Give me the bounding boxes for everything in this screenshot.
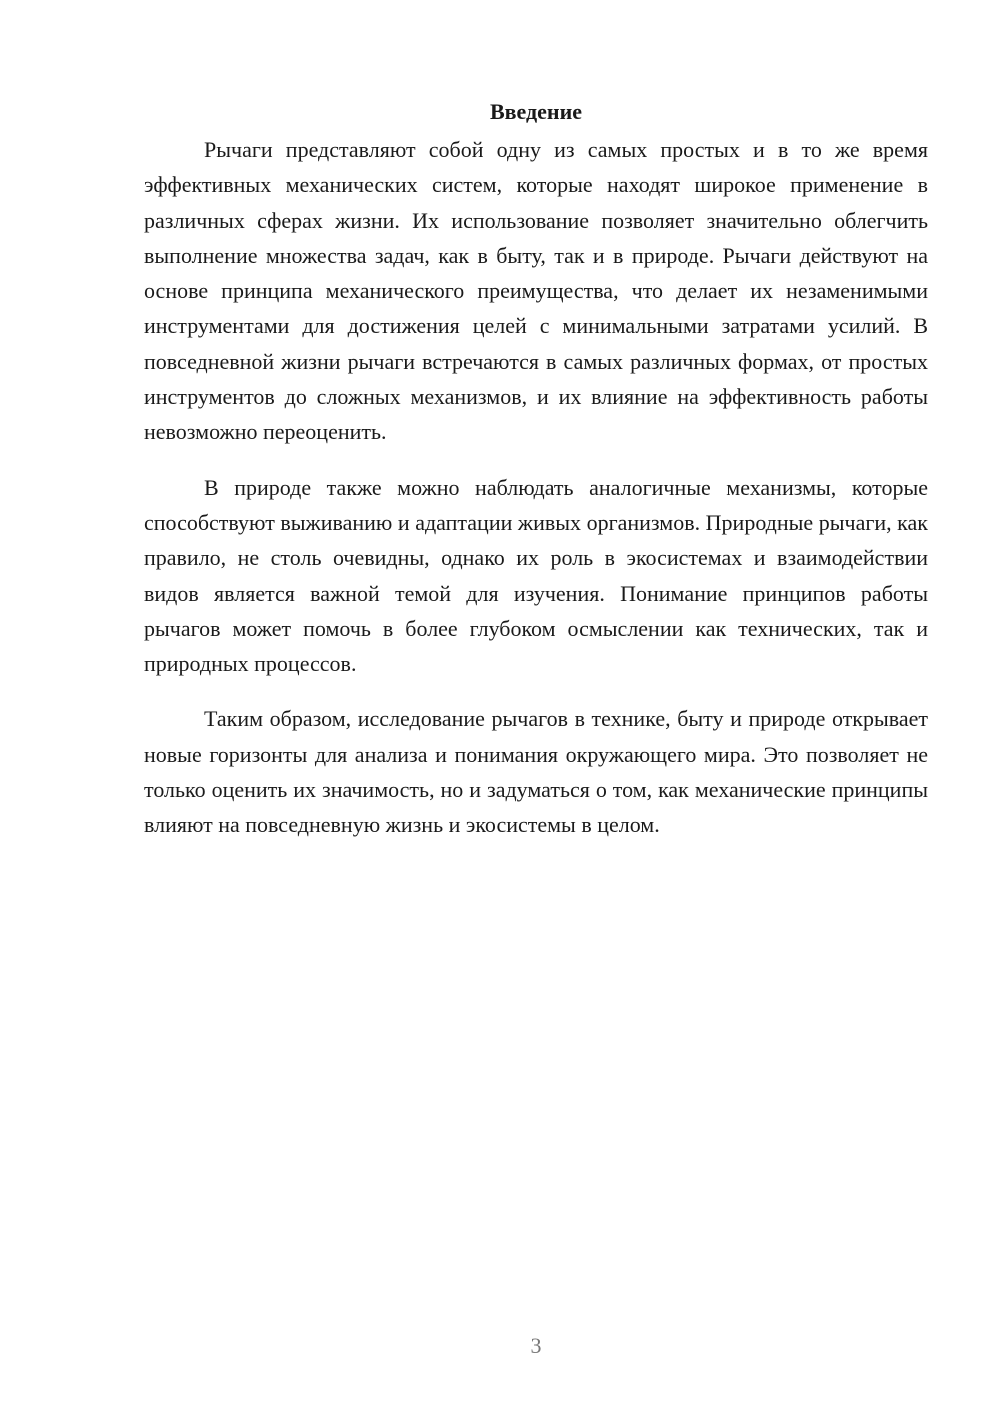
paragraph-1: Рычаги представляют собой одну из самых простых и в то же время эффективных механических систем, которые находят широкое применение в различных сферах жизни. Их использование позволяет значительно облегчить выполнение множества задач, как в быту, так и в природе. Рычаги действуют на основе принципа механического преимущества, что делает их незаменимыми инструментами для достижения целей с минимальными затратами усилий. В повседневной жизни рычаги встречаются в самых различных формах, от простых инструментов до сложных механизмов, и их влияние на эффективность работы невозможно переоценить. bbox=[144, 137, 928, 445]
page-content bbox=[144, 96, 928, 863]
page-number: 3 bbox=[530, 1333, 542, 1358]
section-title: Введение bbox=[489, 99, 583, 124]
paragraph-2: В природе также можно наблюдать аналогичные механизмы, которые способствуют выживанию и адаптации живых организмов. Природные рычаги, как правило, не столь очевидны, однако их роль в экосистемах и взаимодействии видов является важной темой для изучения. Понимание принципов работы рычагов может помочь в более глубоком осмыслении как технических, так и природных процессов. bbox=[144, 474, 928, 677]
paragraph-3: Таким образом, исследование рычагов в технике, быту и природе открывает новые горизонты для анализа и понимания окружающего мира. Это позволяет не только оценить их значимость, но и задуматься о том, как механические принципы влияют на повседневную жизнь и экосистемы в целом. bbox=[144, 706, 928, 838]
